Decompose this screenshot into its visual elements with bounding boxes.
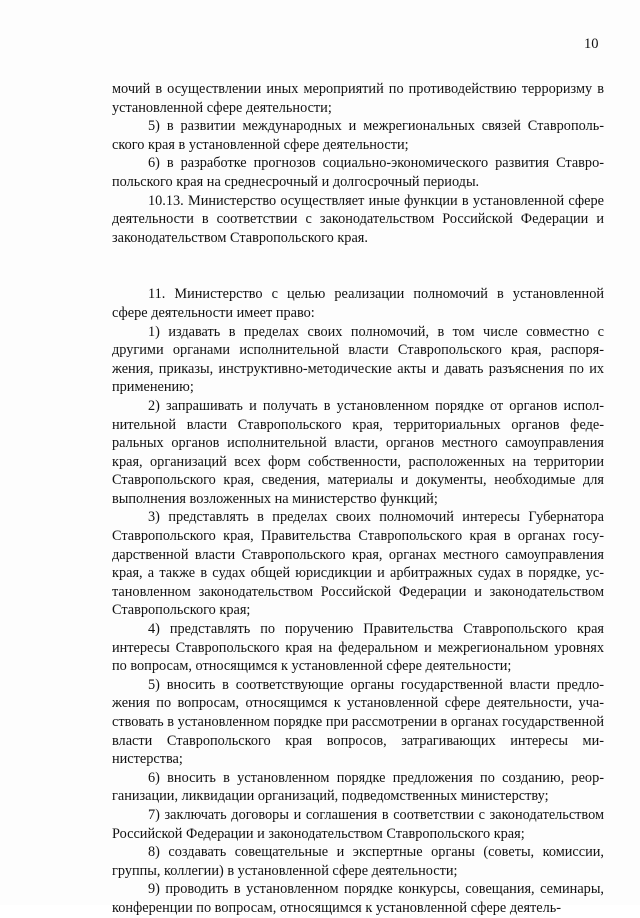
document-body — [112, 80, 604, 918]
paragraph-right-1: 1) издавать в пределах своих полномочий, в том числе совместно с другими органами исполнительной власти Ставропольского края, распоряжения, приказы, инструктивно-методические акты и давать разъяснения по их применению; — [112, 323, 604, 396]
paragraph-right-4: 4) представлять по поручению Правительства Ставропольского края интересы Ставропольского края на федеральном и межрегиональном уровнях по вопросам, относящимся к установленной сфере деятельности; — [112, 621, 604, 675]
paragraph-clause-10-13: 10.13. Министерство осуществляет иные функции в установленной сфере деятельности в соответствии с законодательством Российской Федерации и законодательством Ставропольского края. — [112, 192, 604, 246]
paragraph-right-9: 9) проводить в установленном порядке конкурсы, совещания, семинары, конференции по вопросам, относящимся к установленной сфере деятель- — [112, 881, 604, 916]
paragraph-right-6: 6) вносить в установленном порядке предложения по созданию, реорганизации, ликвидации организаций, подведомственных министерству; — [112, 769, 604, 805]
paragraph-continuation: мочий в осуществлении иных мероприятий по противодействию терроризму в установленной сфере деятельности; — [112, 81, 604, 116]
page-number: 10 — [584, 36, 599, 52]
paragraph-item-5-links: 5) в развитии международных и межрегиональных связей Ставропольского края в установленной сфере деятельности; — [112, 118, 604, 153]
paragraph-right-3: 3) представлять в пределах своих полномочий интересы Губернатора Ставропольского края, Правительства Ставропольского края в органах государственной власти Ставропольского края, органах местного самоуправления края, а также в судах общей юрисдикции и арбитражных судах в порядке, установленном законодательством Российской Федерации и законодательством Ставропольского края; — [112, 509, 604, 619]
paragraph-clause-11: 11. Министерство с целью реализации полномочий в установленной сфере деятельности имеет право: — [112, 286, 604, 321]
paragraph-right-5: 5) вносить в соответствующие органы государственной власти предложения по вопросам, относящимся к установленной сфере деятельности, участвовать в установленном порядке при рассмотрении в органах государственной власти Ставропольского края вопросов, затрагивающих интересы министерства; — [112, 676, 604, 768]
section-spacer — [112, 247, 604, 285]
paragraph-right-2: 2) запрашивать и получать в установленном порядке от органов исполнительной власти Ставропольского края, территориальных органов федеральных органов исполнительной власти, органов местного самоуправления края, организаций всех форм собственности, расположенных на территории Ставропольского края, сведения, материалы и документы, необходимые для выполнения возложенных на министерство функций; — [112, 397, 604, 507]
paragraph-right-8: 8) создавать совещательные и экспертные органы (советы, комиссии, группы, коллегии) в установленной сфере деятельности; — [112, 844, 604, 879]
paragraph-right-7: 7) заключать договоры и соглашения в соответствии с законодательством Российской Федерации и законодательством Ставропольского края; — [112, 806, 604, 842]
paragraph-item-6-forecasts: 6) в разработке прогнозов социально-экономического развития Ставропольского края на среднесрочный и долгосрочный периоды. — [112, 155, 604, 190]
